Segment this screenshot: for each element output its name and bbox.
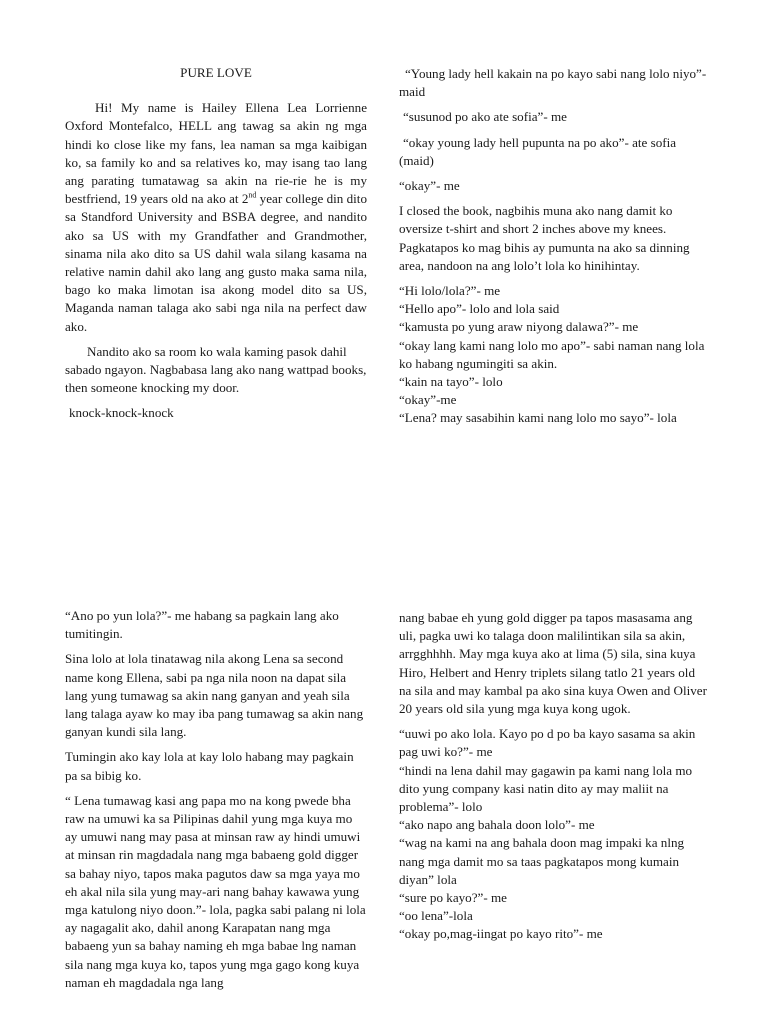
dialogue-line: “sure po kayo?”- me (399, 890, 507, 906)
dialogue-line: “uuwi po ako lola. Kayo po d po ba kayo sasama sa akin pag uwi ko?”- me (399, 726, 696, 760)
ordinal-suffix: nd (248, 190, 257, 200)
dialogue-line: “Hello apo”- lolo and lola said (399, 301, 560, 317)
column-top-left (65, 64, 367, 430)
intro-text-b: year college din dito sa Standford University and BSBA degree, and nandito ako sa US with my Grandfather and Grandmother, sinama nila ako dito sa US dahil wala silang kasama na relative namin dahil ako lang ang gusto maka sama nila, bago ko maka limotan isa akong model dito sa US, Maganda naman talaga ako sabi nga nila na perfect daw ako. (65, 191, 367, 334)
dialogue-line: “Young lady hell kakain na po kayo sabi nang lolo niyo”- maid (399, 66, 707, 100)
column-bottom-left (65, 607, 367, 999)
dialogue-line: “okay”- me (399, 178, 460, 194)
column-bottom-right (399, 609, 707, 944)
dialogue-line: “Ano po yun lola?”- me habang sa pagkain lang ako tumitingin. (65, 608, 339, 642)
dialogue-line: “okay young lady hell pupunta na po ako”- ate sofia (maid) (399, 134, 677, 168)
dialogue-line: “wag na kami na ang bahala doon mag impaki ka nlng nang mga damit mo sa taas pagkatapos mong kumain diyan” lola (399, 835, 685, 887)
dialogue-line: “oo lena”-lola (399, 908, 473, 924)
dialogue-line: “kamusta po yung araw niyong dalawa?”- me (399, 319, 639, 335)
dialogue-line: “Lena? may sasabihin kami nang lolo mo sayo”- lola (399, 410, 677, 426)
dialogue-line: “hindi na lena dahil may gagawin pa kami nang lola mo dito yung company kasi natin dito ay may maliit na problema”- lolo (399, 762, 693, 815)
column-top-right (399, 65, 707, 428)
narration-paragraph: nang babae eh yung gold digger pa tapos masasama ang uli, pagka uwi ko talaga doon malilintikan sila sa akin, arrgghhhh. May mga kuya ako at lima (5) sila, sina kuya Hiro, Helbert and Henry triplets silang tatlo 21 years old na sila and may kambal pa ako sina kuya Owen and Oliver 20 years old sila yung mga kuya kong ugok. (399, 610, 707, 717)
narration-paragraph: Sina lolo at lola tinatawag nila akong Lena sa second name kong Ellena, sabi pa nga nila noon na dapat sila lang yung tumawag sa akin nang ganyan and yeah sila lang talaga ayaw ko may iba pang tumawag sa akin nang ganyan kundi sila lang. (65, 651, 364, 740)
dialogue-line: “ako napo ang bahala doon lolo”- me (399, 817, 595, 833)
paragraph-knock: knock-knock-knock (69, 405, 174, 421)
intro-text-a: Hi! My name is Hailey Ellena Lea Lorrienne Oxford Montefalco, HELL ang tawag sa akin ng mga hindi ko close like my fans, lea naman sa mga kaibigan ko, sa family ko and sa relatives ko, may isang tao lang ang parating tumatawag sa akin na rie-rie he is my bestfriend, 19 years old na ako at 2 (65, 100, 367, 207)
narration-paragraph: I closed the book, nagbihis muna ako nang damit ko oversize t-shirt and short 2 inches above my knees. Pagkatapos ko mag bihis ay pumunta na ako sa dinning area, nandoon na ang lolo’t lola ko hinihintay. (399, 203, 690, 273)
dialogue-line: “kain na tayo”- lolo (399, 374, 503, 390)
dialogue-line: “Hi lolo/lola?”- me (399, 283, 501, 299)
dialogue-paragraph: “ Lena tumawag kasi ang papa mo na kong pwede bha raw na umuwi ka sa Pilipinas dahil yung mga kuya mo ay umuwi nang may pasa at minsan raw ay hindi umuwi at minsan rin magdadala nang mga babaeng gold digger sa bahay niyo, tapos maka pagutos daw sa mga yaya mo eh akal nila sila yung may-ari nang bahay kawawa yung mga katulong niyo doon.”- lola, pagka sabi palang ni lola ay nagagalit ako, dahil anong Karapatan nang mga babaeng yun sa bahay naming eh mga babae lng naman sila nang mga kuya ko, tapos yung mga gago kong kuya naman eh magdadala nga lang (65, 792, 366, 990)
paragraph-room: Nandito ako sa room ko wala kaming pasok dahil sabado ngayon. Nagbabasa lang ako nang wattpad books, then someone knocking my door. (65, 343, 367, 396)
page-title: PURE LOVE (180, 65, 252, 80)
paragraph-intro (65, 99, 367, 336)
dialogue-line: “okay lang kami nang lolo mo apo”- sabi naman nang lola ko habang ngumingiti sa akin. (399, 337, 705, 371)
dialogue-line: “okay”-me (399, 392, 457, 408)
dialogue-line: “okay po,mag-iingat po kayo rito”- me (399, 926, 603, 942)
narration-paragraph: Tumingin ako kay lola at kay lolo habang may pagkain pa sa bibig ko. (65, 749, 354, 783)
dialogue-line: “susunod po ako ate sofia”- me (403, 109, 567, 125)
